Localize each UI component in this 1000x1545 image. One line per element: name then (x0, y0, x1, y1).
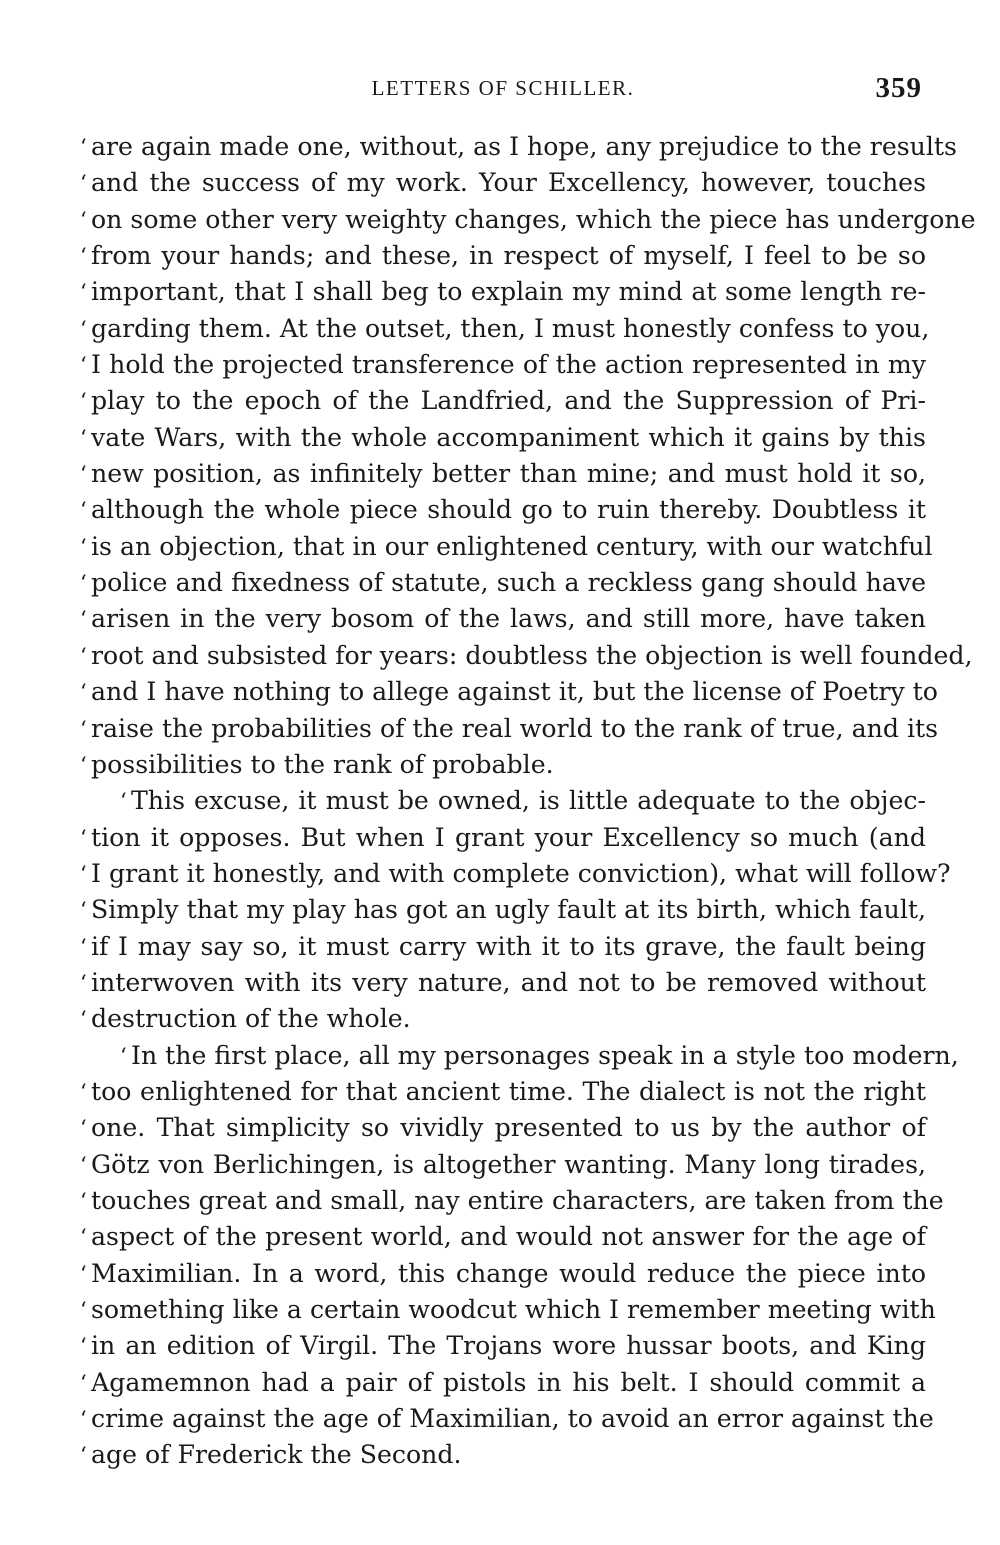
quote-mark: ‘ (80, 1152, 87, 1177)
text-line (80, 820, 926, 856)
quote-mark: ‘ (80, 1079, 87, 1104)
quote-mark: ‘ (120, 1043, 127, 1068)
line-text: possibilities to the rank of probable. (91, 749, 554, 779)
quote-mark: ‘ (80, 353, 87, 378)
quote-mark: ‘ (80, 825, 87, 850)
paragraph (80, 129, 976, 783)
line-text: are again made one, without, as I hope, any prejudice to the results (91, 132, 957, 161)
text-line (80, 456, 926, 492)
quote-mark: ‘ (80, 1370, 87, 1395)
text-line (80, 238, 926, 274)
quote-mark: ‘ (80, 970, 87, 995)
line-text: if I may say so, it must carry with it to its grave, the fault being (91, 931, 926, 961)
line-text: age of Frederick the Second. (91, 1440, 462, 1470)
text-line (80, 420, 926, 456)
quote-mark: ‘ (120, 789, 127, 814)
line-text: touches great and small, nay entire characters, are taken from the (91, 1185, 944, 1215)
line-text: This excuse, it must be owned, is little adequate to the objec- (131, 786, 926, 816)
quote-mark: ‘ (80, 316, 87, 341)
text-line (80, 747, 926, 783)
quote-mark: ‘ (80, 607, 87, 632)
quote-mark: ‘ (80, 534, 87, 559)
text-line (80, 1219, 926, 1255)
text-line (80, 1110, 926, 1146)
line-text: in an edition of Virgil. The Trojans wore hussar boots, and King (91, 1331, 926, 1361)
line-text: too enlightened for that ancient time. The dialect is not the right (91, 1076, 926, 1106)
line-text: Simply that my play has got an ugly fault at its birth, which fault, (91, 895, 926, 925)
quote-mark: ‘ (80, 898, 87, 923)
line-text: police and fixedness of statute, such a reckless gang should have (91, 568, 926, 598)
line-text: interwoven with its very nature, and not to be removed without (91, 967, 926, 997)
paragraph (80, 1038, 959, 1474)
line-text: new position, as infinitely better than mine; and must hold it so, (91, 459, 926, 489)
text-line (80, 274, 926, 310)
running-head (80, 72, 926, 112)
running-title: LETTERS OF SCHILLER. (371, 76, 635, 100)
text-line (80, 347, 926, 383)
line-text: I hold the projected transference of the action represented in my (91, 350, 926, 380)
line-text: garding them. At the outset, then, I must honestly confess to you, (91, 313, 930, 343)
line-text: Agamemnon had a pair of pistols in his belt. I should commit a (91, 1367, 926, 1397)
text-line (80, 1256, 926, 1292)
quote-mark: ‘ (80, 171, 87, 196)
text-line (80, 1292, 936, 1328)
line-text: and I have nothing to allege against it, but the license of Poetry to (91, 677, 938, 707)
text-line (80, 1401, 934, 1437)
line-text: important, that I shall beg to explain my mind at some length re- (91, 277, 926, 307)
text-line (80, 1183, 944, 1219)
line-text: on some other very weighty changes, which the piece has undergone (91, 204, 976, 234)
line-text: aspect of the present world, and would not answer for the age of (91, 1222, 926, 1252)
text-line (80, 129, 957, 165)
text-line (80, 1147, 926, 1183)
text-line (80, 638, 973, 674)
quote-mark: ‘ (80, 244, 87, 269)
body-text (80, 129, 976, 1474)
quote-mark: ‘ (80, 280, 87, 305)
line-text: crime against the age of Maximilian, to avoid an error against the (91, 1404, 934, 1434)
text-line (80, 892, 926, 928)
text-line (80, 529, 933, 565)
line-text: destruction of the whole. (91, 1004, 411, 1034)
text-line (80, 311, 930, 347)
text-line (80, 202, 976, 238)
quote-mark: ‘ (80, 1334, 87, 1359)
quote-mark: ‘ (80, 462, 87, 487)
line-text: from your hands; and these, in respect of myself, I feel to be so (91, 241, 926, 271)
text-line (80, 1365, 926, 1401)
quote-mark: ‘ (80, 1261, 87, 1286)
quote-mark: ‘ (80, 643, 87, 668)
text-line (80, 1038, 959, 1074)
line-text: Maximilian. In a word, this change would reduce the piece into (91, 1258, 926, 1288)
text-line (80, 674, 938, 710)
text-line (80, 856, 951, 892)
line-text: root and subsisted for years: doubtless the objection is well founded, (91, 640, 973, 670)
quote-mark: ‘ (80, 861, 87, 886)
line-text: and the success of my work. Your Excellency, however, touches (91, 168, 926, 198)
quote-mark: ‘ (80, 1443, 87, 1468)
page-number: 359 (875, 72, 922, 104)
text-line (80, 965, 926, 1001)
line-text: I grant it honestly, and with complete conviction), what will follow? (91, 858, 951, 888)
quote-mark: ‘ (80, 207, 87, 232)
text-line (80, 1437, 926, 1473)
quote-mark: ‘ (80, 716, 87, 741)
line-text: vate Wars, with the whole accompaniment which it gains by this (91, 422, 926, 452)
text-line (80, 565, 926, 601)
quote-mark: ‘ (80, 425, 87, 450)
quote-mark: ‘ (80, 498, 87, 523)
line-text: raise the probabilities of the real world to the rank of true, and its (91, 713, 939, 743)
line-text: arisen in the very bosom of the laws, and still more, have taken (91, 604, 926, 634)
quote-mark: ‘ (80, 1225, 87, 1250)
text-line (80, 383, 926, 419)
text-line (80, 783, 926, 819)
quote-mark: ‘ (80, 1188, 87, 1213)
quote-mark: ‘ (80, 1407, 87, 1432)
quote-mark: ‘ (80, 1298, 87, 1322)
line-text: is an objection, that in our enlightened century, with our watchful (91, 531, 933, 561)
line-text: play to the epoch of the Landfried, and the Suppression of Pri- (91, 386, 926, 416)
text-line (80, 929, 926, 965)
quote-mark: ‘ (80, 1007, 87, 1032)
quote-mark: ‘ (80, 752, 87, 777)
quote-mark: ‘ (80, 934, 87, 959)
text-line (80, 601, 926, 637)
line-text: one. That simplicity so vividly presented to us by the author of (91, 1113, 926, 1143)
quote-mark: ‘ (80, 1116, 87, 1141)
text-line (80, 165, 926, 201)
text-line (80, 711, 939, 747)
quote-mark: ‘ (80, 571, 87, 596)
quote-mark: ‘ (80, 389, 87, 414)
quote-mark: ‘ (80, 135, 87, 159)
quote-mark: ‘ (80, 680, 87, 705)
text-line (80, 1328, 926, 1364)
line-text: something like a certain woodcut which I remember meeting with (91, 1295, 936, 1324)
line-text: Götz von Berlichingen, is altogether wanting. Many long tirades, (91, 1149, 926, 1179)
text-line (80, 1074, 926, 1110)
line-text: tion it opposes. But when I grant your Excellency so much (and (91, 822, 926, 852)
text-line (80, 1001, 926, 1037)
text-line (80, 492, 926, 528)
line-text: although the whole piece should go to ruin thereby. Doubtless it (91, 495, 926, 525)
paragraph (80, 783, 951, 1037)
line-text: In the first place, all my personages speak in a style too modern, (131, 1040, 959, 1070)
